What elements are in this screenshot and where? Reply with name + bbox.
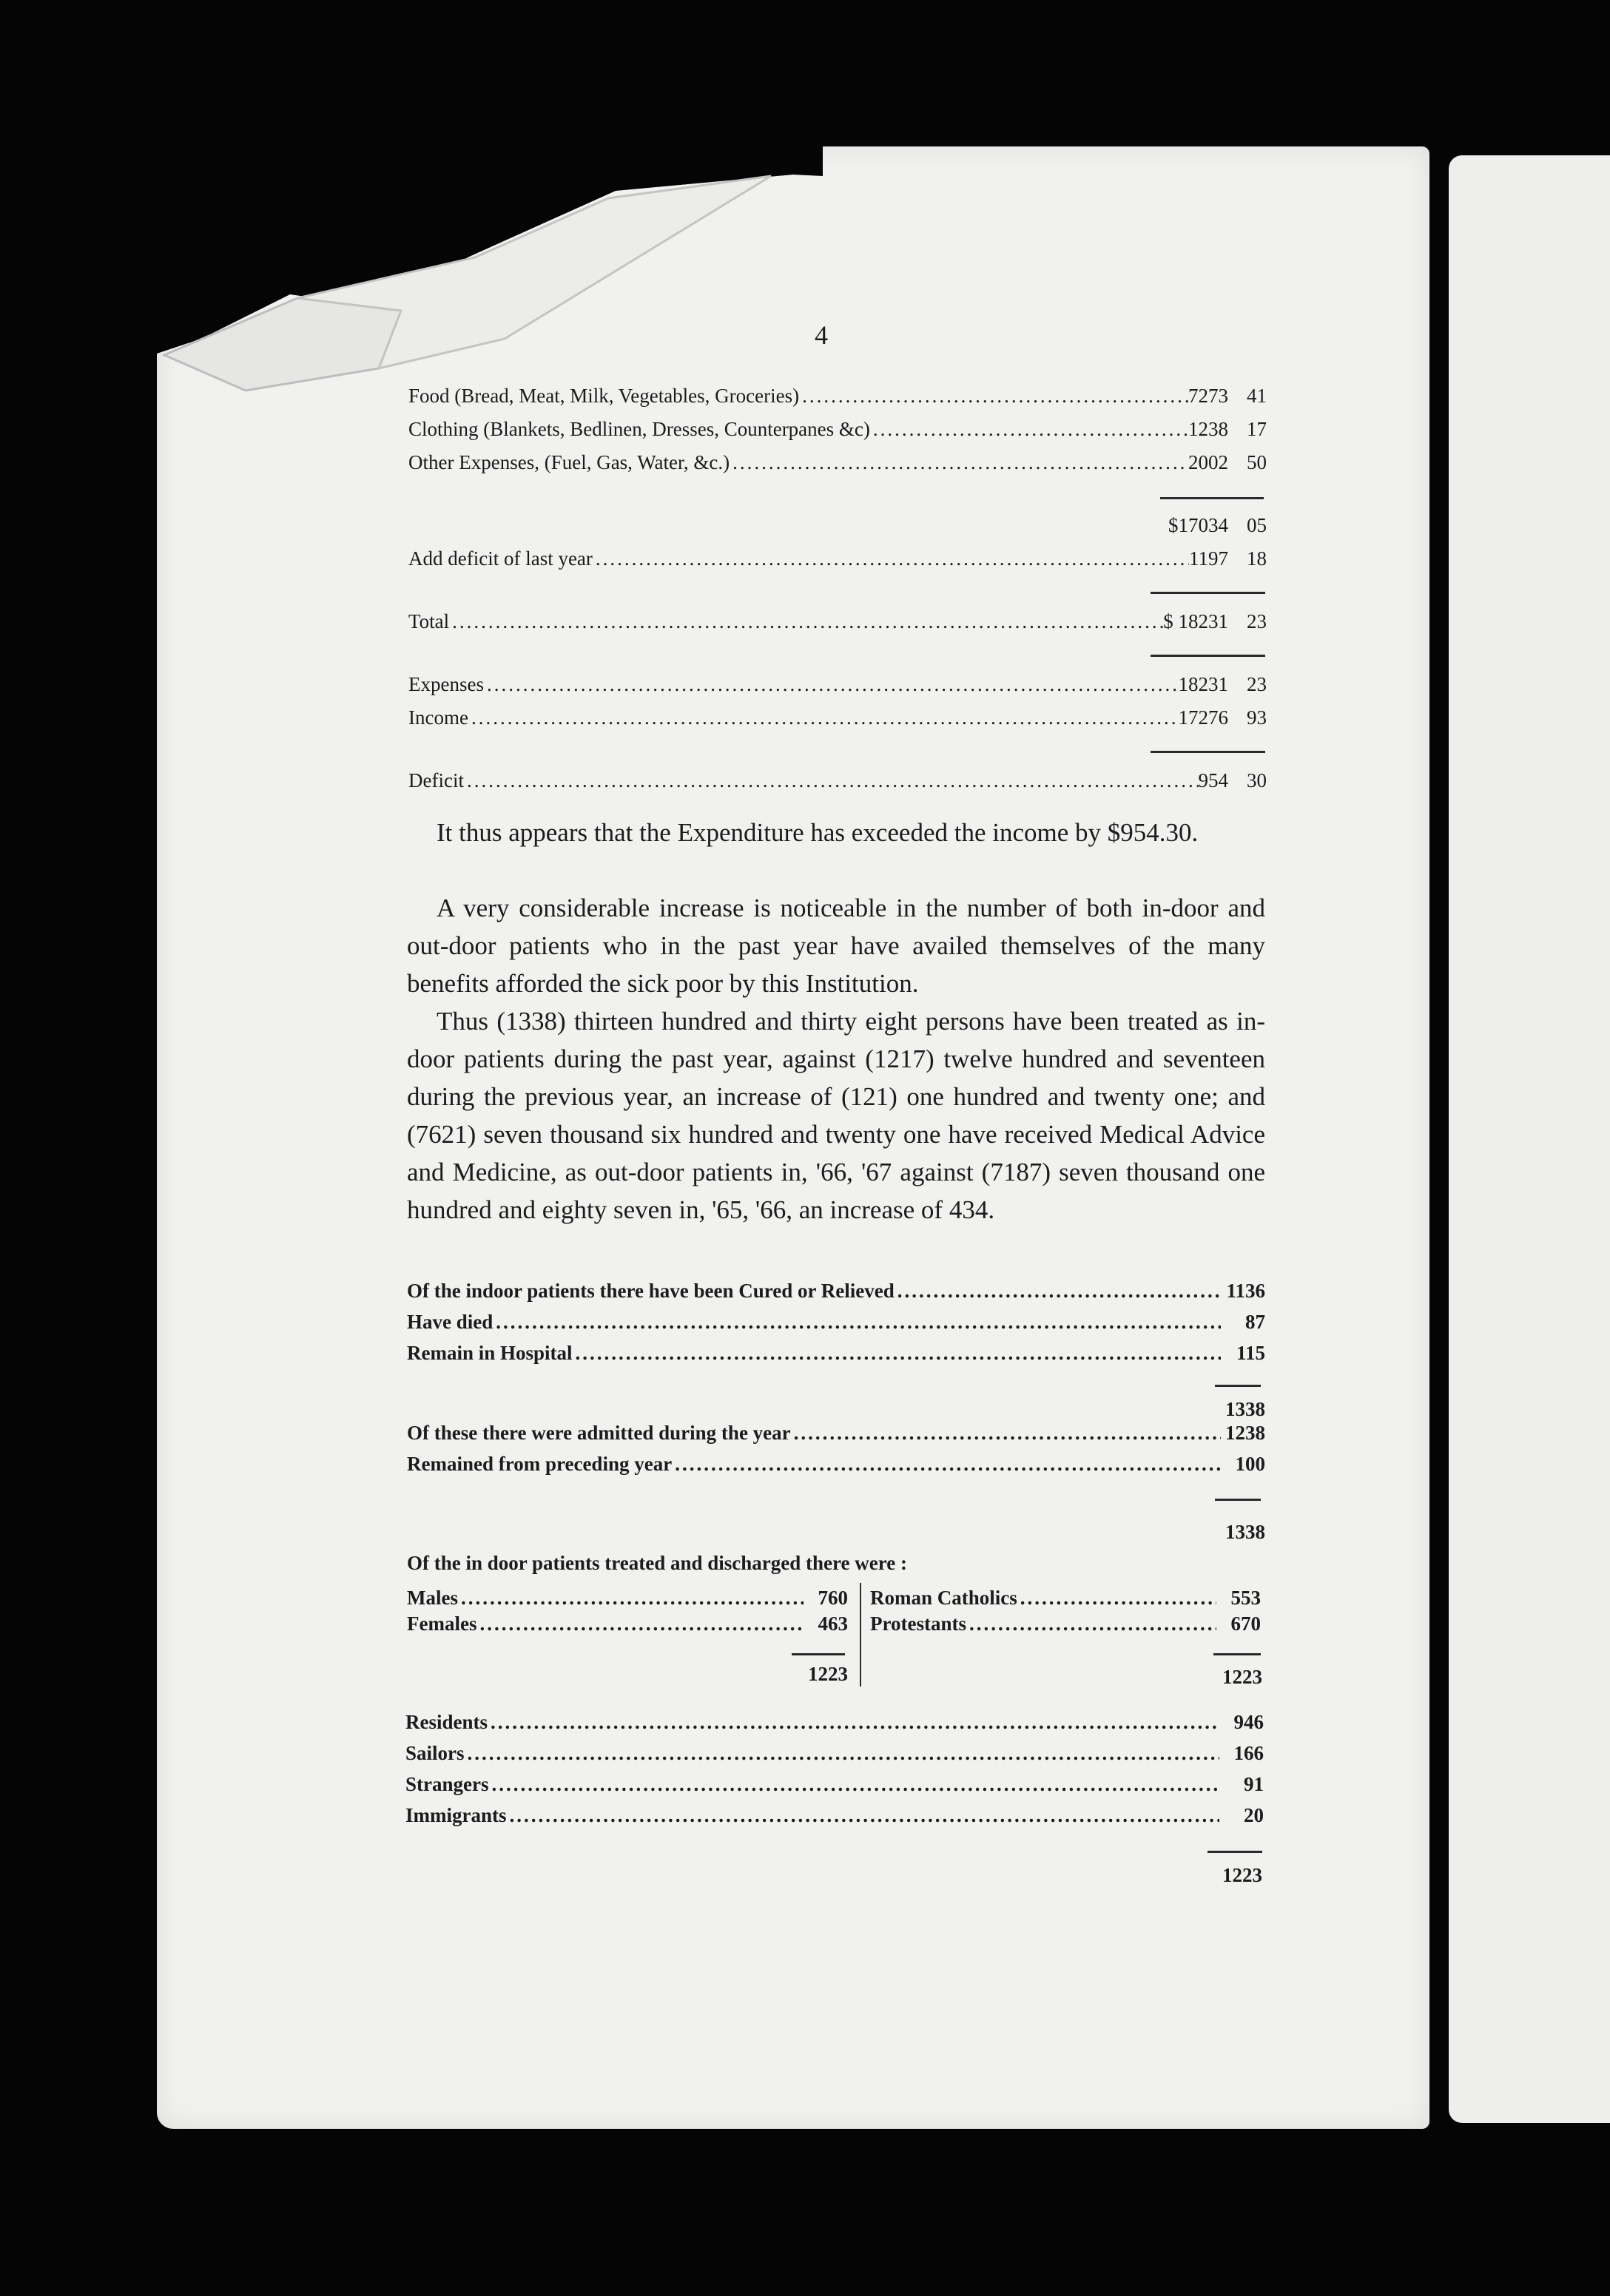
- column-divider: [860, 1583, 861, 1686]
- deficit-row: Deficit ..... 954 30: [408, 769, 1267, 792]
- outcome-row: Have died ..... 87: [407, 1311, 1265, 1334]
- expense-row: Other Expenses, (Fuel, Gas, Water, &c.) ..... 2002 50: [408, 451, 1267, 474]
- admission-row: Of these there were admitted during the year ..... 1238: [407, 1422, 1265, 1445]
- expense-row: Clothing (Blankets, Bedlinen, Dresses, Counterpanes &c) ..... 1238 17: [408, 418, 1267, 441]
- admission-row: Remained from preceding year ..... 100: [407, 1453, 1265, 1476]
- origin-total: 1223: [1222, 1864, 1262, 1886]
- subtotal-row: $17034 05: [1168, 514, 1267, 536]
- religion-total: 1223: [1222, 1666, 1262, 1688]
- income-row: Income ..... 17276 93: [408, 706, 1267, 729]
- origin-row: Residents ..... 946: [405, 1711, 1264, 1734]
- religion-row: Protestants ..... 670: [870, 1613, 1261, 1635]
- origin-row: Sailors ..... 166: [405, 1742, 1264, 1765]
- expenses-row: Expenses ..... 18231 23: [408, 673, 1267, 696]
- sum-rule: [1215, 1385, 1261, 1387]
- expense-row: Food (Bread, Meat, Milk, Vegetables, Groceries) ..... 7273 41: [408, 385, 1267, 408]
- outcome-row: Remain in Hospital ..... 115: [407, 1342, 1265, 1365]
- admissions-total: 1338: [1225, 1521, 1265, 1543]
- origin-row: Strangers ..... 91: [405, 1773, 1264, 1796]
- facing-page-edge: [1449, 155, 1610, 2123]
- outcomes-total: 1338: [1225, 1398, 1265, 1420]
- sum-rule: [792, 1653, 845, 1655]
- page-number: 4: [815, 320, 828, 350]
- sex-total: 1223: [808, 1663, 848, 1685]
- total-row: Total ..... $ 18231 23: [408, 610, 1267, 633]
- religion-row: Roman Catholics ..... 553: [870, 1587, 1261, 1610]
- body-paragraph: A very considerable increase is noticeable in the number of both in-door and out-door patients who in the past year have availed themselves of the many benefits afforded the sick poor by this Institution.: [407, 894, 1265, 998]
- sum-rule: [1213, 1653, 1261, 1655]
- deficit-last-year-row: Add deficit of last year ..... 1197 18: [408, 547, 1267, 570]
- sum-rule: [1215, 1499, 1261, 1501]
- body-paragraph: Thus (1338) thirteen hundred and thirty eight persons have been treated as in-door patients during the past year, against (1217) twelve hundred and seventeen during the previous year, an increase of (121) one hundred and twenty one; and (7621) seven thousand six hundred and twenty one have received Medical Advice and Medicine, as out-door patients in, '66, '67 against (7187) seven thousand one hundred and eighty seven in, '65, '66, an increase of 434.: [407, 1007, 1265, 1224]
- outcome-row: Of the indoor patients there have been Cured or Relieved ..... 1136: [407, 1280, 1265, 1303]
- sum-rule: [1151, 592, 1265, 594]
- sum-rule: [1208, 1851, 1262, 1853]
- body-paragraph: It thus appears that the Expenditure has exceeded the income by $954.30.: [437, 818, 1199, 847]
- origin-row: Immigrants ..... 20: [405, 1804, 1264, 1827]
- discharged-heading: Of the in door patients treated and discharged there were :: [407, 1552, 907, 1574]
- sum-rule: [1160, 497, 1264, 499]
- sex-row: Females ..... 463: [407, 1613, 848, 1635]
- sum-rule: [1151, 751, 1265, 753]
- sum-rule: [1151, 655, 1265, 657]
- sex-row: Males ..... 760: [407, 1587, 848, 1610]
